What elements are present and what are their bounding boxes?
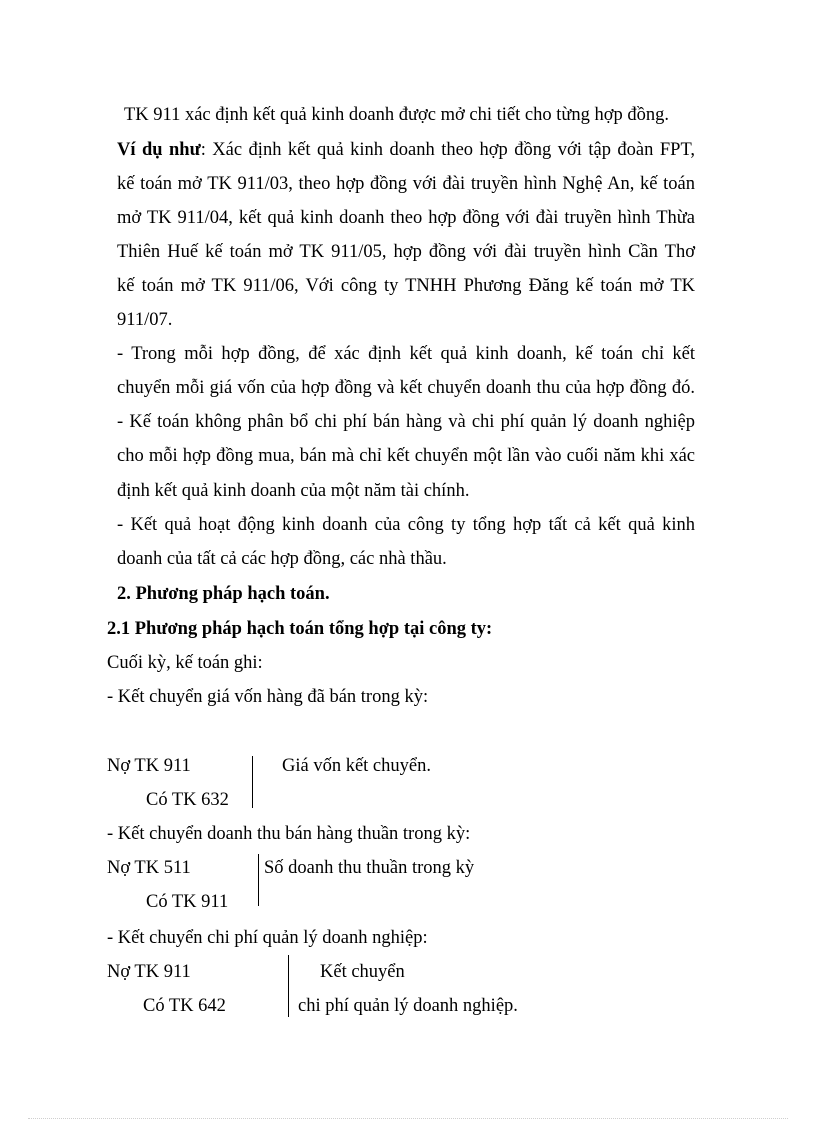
entry-1-debit: Nợ TK 911 bbox=[107, 756, 191, 776]
entry-1-description: Giá vốn kết chuyển. bbox=[282, 756, 431, 776]
intro-line-2 bbox=[117, 138, 695, 162]
entry-3-description-line-1: Kết chuyển bbox=[320, 962, 405, 982]
entry-3-description-line-2: chi phí quản lý doanh nghiệp. bbox=[298, 996, 518, 1016]
section-heading-2-1: 2.1 Phương pháp hạch toán tổng hợp tại công ty: bbox=[107, 619, 493, 639]
entry-3-debit: Nợ TK 911 bbox=[107, 962, 191, 982]
entry-3-separator bbox=[288, 955, 289, 1017]
entry-2-separator bbox=[258, 854, 259, 906]
intro-line-2-rest: : Xác định kết quả kinh doanh theo hợp đồng với tập đoàn FPT, bbox=[200, 140, 695, 160]
entry-1-title: - Kết chuyển giá vốn hàng đã bán trong kỳ: bbox=[107, 687, 429, 707]
section-heading-2: 2. Phương pháp hạch toán. bbox=[117, 584, 330, 604]
intro-line-3: kế toán mở TK 911/03, theo hợp đồng với đài truyền hình Nghệ An, kế toán bbox=[117, 174, 695, 194]
example-label: Ví dụ như bbox=[117, 140, 201, 160]
intro-line-6: kế toán mở TK 911/06, Với công ty TNHH Phương Đăng kế toán mở TK bbox=[117, 276, 695, 296]
entry-3-title: - Kết chuyển chi phí quản lý doanh nghiệp: bbox=[107, 928, 428, 948]
bullet-1-line-1: - Trong mỗi hợp đồng, để xác định kết quả kinh doanh, kế toán chỉ kết bbox=[117, 344, 695, 364]
bullet-2-line-3: định kết quả kinh doanh của một năm tài chính. bbox=[117, 481, 470, 501]
entry-1-separator bbox=[252, 756, 253, 808]
entry-3-credit: Có TK 642 bbox=[143, 996, 226, 1016]
entry-1-credit: Có TK 632 bbox=[146, 790, 229, 810]
period-end-intro: Cuối kỳ, kế toán ghi: bbox=[107, 653, 263, 673]
intro-line-5: Thiên Huế kế toán mở TK 911/05, hợp đồng với đài truyền hình Cần Thơ bbox=[117, 242, 695, 262]
bullet-1-line-2: chuyển mỗi giá vốn của hợp đồng và kết chuyển doanh thu của hợp đồng đó. bbox=[117, 378, 695, 398]
intro-line-4: mở TK 911/04, kết quả kinh doanh theo hợp đồng với đài truyền hình Thừa bbox=[117, 208, 695, 228]
entry-2-credit: Có TK 911 bbox=[146, 892, 229, 912]
entry-2-debit: Nợ TK 511 bbox=[107, 858, 191, 878]
intro-line-1: TK 911 xác định kết quả kinh doanh được mở chi tiết cho từng hợp đồng. bbox=[124, 105, 670, 125]
bullet-2-line-1: - Kế toán không phân bổ chi phí bán hàng và chi phí quản lý doanh nghiệp bbox=[117, 412, 695, 432]
bullet-3-line-2: doanh của tất cả các hợp đồng, các nhà thầu. bbox=[117, 549, 447, 569]
bullet-2-line-2: cho mỗi hợp đồng mua, bán mà chỉ kết chuyển một lần vào cuối năm khi xác bbox=[117, 446, 695, 466]
bullet-3-line-1: - Kết quả hoạt động kinh doanh của công ty tổng hợp tất cả kết quả kinh bbox=[117, 515, 695, 535]
page-bottom-divider bbox=[28, 1118, 788, 1119]
entry-2-title: - Kết chuyển doanh thu bán hàng thuần trong kỳ: bbox=[107, 824, 471, 844]
entry-2-description: Số doanh thu thuần trong kỳ bbox=[264, 858, 475, 878]
intro-line-7: 911/07. bbox=[117, 310, 173, 330]
